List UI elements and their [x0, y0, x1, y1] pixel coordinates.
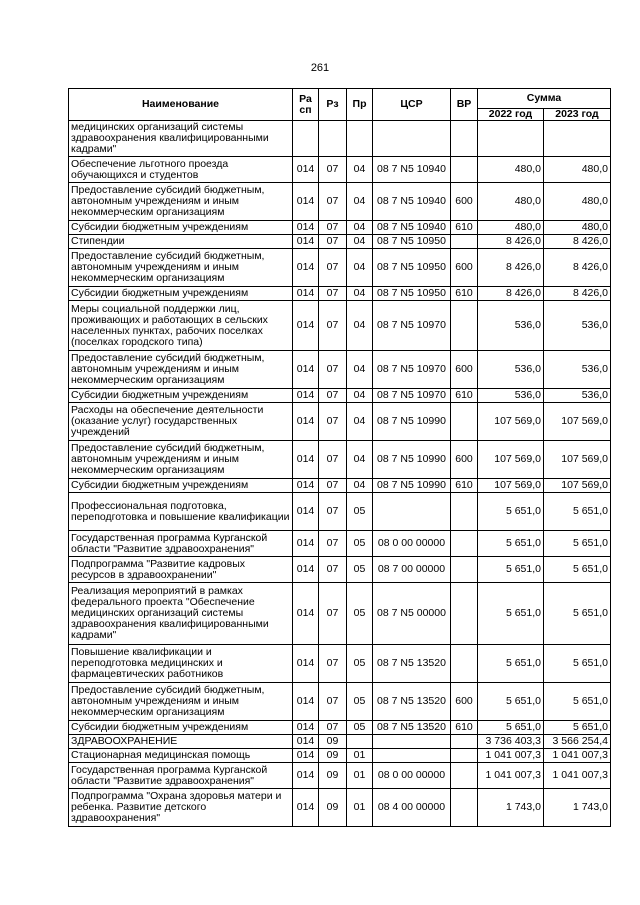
table-row — [69, 789, 611, 827]
cell-sum-2023: 536,0 — [544, 389, 611, 403]
cell-sum-2023: 107 569,0 — [544, 403, 611, 441]
cell-name: Профессиональная подготовка, переподготовка и повышение квалификации — [69, 493, 293, 531]
table-row — [69, 183, 611, 221]
cell-name: Субсидии бюджетным учреждениям — [69, 721, 293, 735]
cell-rz: 07 — [319, 441, 347, 479]
cell-csr: 08 7 N5 13520 — [373, 683, 451, 721]
cell-rasp: 014 — [293, 441, 319, 479]
cell-vr — [451, 789, 478, 827]
cell-sum-2022: 3 736 403,3 — [478, 735, 544, 749]
cell-csr: 08 7 N5 10990 — [373, 403, 451, 441]
cell-vr: 610 — [451, 479, 478, 493]
cell-csr: 08 7 N5 10970 — [373, 301, 451, 351]
table-row — [69, 389, 611, 403]
cell-vr — [451, 403, 478, 441]
cell-sum-2023: 3 566 254,4 — [544, 735, 611, 749]
cell-sum-2022: 5 651,0 — [478, 583, 544, 645]
cell-sum-2023: 107 569,0 — [544, 479, 611, 493]
cell-name: Предоставление субсидий бюджетным, автономным учреждениям и иным некоммерческим организациям — [69, 351, 293, 389]
cell-vr — [451, 301, 478, 351]
cell-rz — [319, 121, 347, 157]
cell-rasp: 014 — [293, 735, 319, 749]
cell-sum-2023: 5 651,0 — [544, 721, 611, 735]
cell-name: Государственная программа Курганской области "Развитие здравоохранения" — [69, 531, 293, 557]
cell-name: Предоставление субсидий бюджетным, автономным учреждениям и иным некоммерческим организациям — [69, 183, 293, 221]
cell-sum-2023: 5 651,0 — [544, 683, 611, 721]
cell-vr — [451, 645, 478, 683]
cell-rasp: 014 — [293, 403, 319, 441]
cell-rasp: 014 — [293, 557, 319, 583]
cell-csr — [373, 121, 451, 157]
cell-rasp: 014 — [293, 789, 319, 827]
cell-pr: 04 — [347, 221, 373, 235]
cell-csr — [373, 749, 451, 763]
cell-vr — [451, 493, 478, 531]
table-row — [69, 121, 611, 157]
cell-sum-2023: 1 743,0 — [544, 789, 611, 827]
cell-rasp: 014 — [293, 221, 319, 235]
cell-pr: 05 — [347, 557, 373, 583]
cell-sum-2023: 1 041 007,3 — [544, 749, 611, 763]
table-row — [69, 287, 611, 301]
cell-csr: 08 0 00 00000 — [373, 763, 451, 789]
cell-csr: 08 7 N5 10990 — [373, 441, 451, 479]
cell-pr — [347, 121, 373, 157]
cell-sum-2023 — [544, 121, 611, 157]
table-row — [69, 301, 611, 351]
table-row — [69, 763, 611, 789]
cell-sum-2022: 480,0 — [478, 221, 544, 235]
cell-rasp: 014 — [293, 683, 319, 721]
cell-name: Предоставление субсидий бюджетным, автономным учреждениям и иным некоммерческим организациям — [69, 441, 293, 479]
table-row — [69, 249, 611, 287]
cell-pr: 05 — [347, 531, 373, 557]
table-row — [69, 749, 611, 763]
cell-rz: 09 — [319, 789, 347, 827]
cell-sum-2023: 480,0 — [544, 157, 611, 183]
cell-pr: 05 — [347, 645, 373, 683]
cell-csr: 08 7 N5 10940 — [373, 157, 451, 183]
table-row — [69, 441, 611, 479]
table-row — [69, 221, 611, 235]
cell-csr: 08 7 N5 13520 — [373, 645, 451, 683]
cell-pr — [347, 735, 373, 749]
cell-csr — [373, 735, 451, 749]
cell-name: Стипендии — [69, 235, 293, 249]
table-row — [69, 683, 611, 721]
cell-rasp: 014 — [293, 763, 319, 789]
header-sum: Сумма — [478, 89, 611, 109]
cell-pr: 04 — [347, 183, 373, 221]
cell-pr: 01 — [347, 763, 373, 789]
cell-name: Предоставление субсидий бюджетным, автономным учреждениям и иным некоммерческим организациям — [69, 683, 293, 721]
cell-rasp: 014 — [293, 479, 319, 493]
cell-name: Государственная программа Курганской области "Развитие здравоохранения" — [69, 763, 293, 789]
cell-pr: 04 — [347, 157, 373, 183]
cell-name: Предоставление субсидий бюджетным, автономным учреждениям и иным некоммерческим организациям — [69, 249, 293, 287]
cell-vr: 610 — [451, 389, 478, 403]
cell-sum-2022: 5 651,0 — [478, 557, 544, 583]
cell-sum-2022: 8 426,0 — [478, 249, 544, 287]
table-row — [69, 531, 611, 557]
cell-name: Подпрограмма "Развитие кадровых ресурсов в здравоохранении" — [69, 557, 293, 583]
cell-csr: 08 7 N5 10990 — [373, 479, 451, 493]
header-rasp: Ра сп — [293, 89, 319, 121]
cell-rz: 07 — [319, 389, 347, 403]
cell-rz: 07 — [319, 183, 347, 221]
cell-csr: 08 7 N5 13520 — [373, 721, 451, 735]
cell-pr: 04 — [347, 351, 373, 389]
cell-vr — [451, 557, 478, 583]
cell-pr: 04 — [347, 249, 373, 287]
cell-csr: 08 7 N5 10970 — [373, 389, 451, 403]
cell-sum-2022 — [478, 121, 544, 157]
cell-vr: 600 — [451, 351, 478, 389]
cell-pr: 04 — [347, 301, 373, 351]
cell-rz: 07 — [319, 683, 347, 721]
cell-rasp: 014 — [293, 531, 319, 557]
cell-rz: 07 — [319, 287, 347, 301]
cell-sum-2023: 8 426,0 — [544, 287, 611, 301]
cell-rz: 07 — [319, 583, 347, 645]
table-row — [69, 645, 611, 683]
cell-vr — [451, 235, 478, 249]
cell-sum-2023: 8 426,0 — [544, 235, 611, 249]
cell-vr: 610 — [451, 287, 478, 301]
header-rz: Рз — [319, 89, 347, 121]
cell-sum-2023: 5 651,0 — [544, 493, 611, 531]
cell-rz: 07 — [319, 301, 347, 351]
cell-rasp — [293, 121, 319, 157]
cell-pr: 05 — [347, 493, 373, 531]
cell-vr: 600 — [451, 183, 478, 221]
cell-vr: 610 — [451, 721, 478, 735]
cell-rasp: 014 — [293, 235, 319, 249]
table-row — [69, 493, 611, 531]
cell-rz: 07 — [319, 235, 347, 249]
cell-sum-2022: 8 426,0 — [478, 287, 544, 301]
cell-rz: 07 — [319, 531, 347, 557]
cell-rz: 07 — [319, 403, 347, 441]
cell-csr: 08 7 N5 10950 — [373, 287, 451, 301]
cell-sum-2023: 5 651,0 — [544, 645, 611, 683]
cell-name: Субсидии бюджетным учреждениям — [69, 389, 293, 403]
cell-pr: 04 — [347, 235, 373, 249]
cell-rasp: 014 — [293, 183, 319, 221]
cell-sum-2023: 5 651,0 — [544, 583, 611, 645]
table-row — [69, 479, 611, 493]
cell-rz: 07 — [319, 221, 347, 235]
cell-vr — [451, 583, 478, 645]
cell-rasp: 014 — [293, 249, 319, 287]
cell-vr: 600 — [451, 249, 478, 287]
cell-csr: 08 7 N5 10970 — [373, 351, 451, 389]
cell-vr: 610 — [451, 221, 478, 235]
cell-sum-2023: 536,0 — [544, 351, 611, 389]
cell-rz: 09 — [319, 749, 347, 763]
cell-csr: 08 7 N5 00000 — [373, 583, 451, 645]
cell-sum-2022: 5 651,0 — [478, 645, 544, 683]
cell-pr: 04 — [347, 389, 373, 403]
cell-rasp: 014 — [293, 749, 319, 763]
header-year-2023: 2023 год — [544, 109, 611, 121]
cell-csr: 08 7 N5 10940 — [373, 221, 451, 235]
cell-rasp: 014 — [293, 301, 319, 351]
cell-csr: 08 0 00 00000 — [373, 531, 451, 557]
cell-vr — [451, 763, 478, 789]
cell-name: Субсидии бюджетным учреждениям — [69, 479, 293, 493]
cell-sum-2022: 480,0 — [478, 183, 544, 221]
cell-pr: 05 — [347, 683, 373, 721]
cell-rz: 07 — [319, 721, 347, 735]
table-row — [69, 557, 611, 583]
cell-sum-2023: 1 041 007,3 — [544, 763, 611, 789]
cell-name: медицинских организаций системы здравоохранения квалифицированными кадрами" — [69, 121, 293, 157]
cell-name: Повышение квалификации и переподготовка медицинских и фармацевтических работников — [69, 645, 293, 683]
cell-name: Реализация мероприятий в рамках федерального проекта "Обеспечение медицинских организаций системы здравоохранения квалифицированными кадрами" — [69, 583, 293, 645]
cell-pr: 04 — [347, 403, 373, 441]
cell-rasp: 014 — [293, 351, 319, 389]
cell-pr: 04 — [347, 287, 373, 301]
table-row — [69, 157, 611, 183]
header-csr: ЦСР — [373, 89, 451, 121]
cell-pr: 01 — [347, 749, 373, 763]
cell-csr: 08 7 N5 10950 — [373, 235, 451, 249]
cell-rasp: 014 — [293, 157, 319, 183]
cell-rz: 07 — [319, 249, 347, 287]
table-row — [69, 351, 611, 389]
cell-csr: 08 7 N5 10950 — [373, 249, 451, 287]
cell-sum-2022: 107 569,0 — [478, 441, 544, 479]
cell-rasp: 014 — [293, 493, 319, 531]
table-row — [69, 721, 611, 735]
cell-vr — [451, 531, 478, 557]
cell-rasp: 014 — [293, 721, 319, 735]
cell-sum-2023: 536,0 — [544, 301, 611, 351]
cell-name: Субсидии бюджетным учреждениям — [69, 221, 293, 235]
cell-vr — [451, 735, 478, 749]
cell-sum-2022: 5 651,0 — [478, 721, 544, 735]
cell-sum-2023: 107 569,0 — [544, 441, 611, 479]
budget-table — [68, 88, 611, 827]
cell-name: Стационарная медицинская помощь — [69, 749, 293, 763]
cell-vr — [451, 749, 478, 763]
header-pr: Пр — [347, 89, 373, 121]
cell-rasp: 014 — [293, 287, 319, 301]
cell-sum-2022: 8 426,0 — [478, 235, 544, 249]
cell-csr: 08 7 N5 10940 — [373, 183, 451, 221]
table-body — [69, 121, 611, 827]
cell-rz: 07 — [319, 157, 347, 183]
cell-pr: 05 — [347, 721, 373, 735]
cell-name: Расходы на обеспечение деятельности (оказание услуг) государственных учреждений — [69, 403, 293, 441]
page-number: 261 — [310, 62, 330, 74]
cell-rz: 07 — [319, 493, 347, 531]
cell-vr — [451, 157, 478, 183]
table-row — [69, 583, 611, 645]
cell-name: ЗДРАВООХРАНЕНИЕ — [69, 735, 293, 749]
cell-sum-2022: 536,0 — [478, 351, 544, 389]
cell-sum-2022: 107 569,0 — [478, 403, 544, 441]
cell-pr: 05 — [347, 583, 373, 645]
table-header — [69, 89, 611, 121]
cell-sum-2022: 5 651,0 — [478, 531, 544, 557]
header-vr: ВР — [451, 89, 478, 121]
cell-vr: 600 — [451, 441, 478, 479]
cell-sum-2022: 536,0 — [478, 389, 544, 403]
cell-rz: 07 — [319, 645, 347, 683]
cell-rz: 07 — [319, 351, 347, 389]
cell-pr: 04 — [347, 479, 373, 493]
cell-vr: 600 — [451, 683, 478, 721]
table-row — [69, 403, 611, 441]
table-row — [69, 735, 611, 749]
cell-rasp: 014 — [293, 645, 319, 683]
cell-sum-2022: 5 651,0 — [478, 493, 544, 531]
cell-rz: 07 — [319, 557, 347, 583]
header-year-2022: 2022 год — [478, 109, 544, 121]
cell-csr — [373, 493, 451, 531]
cell-name: Подпрограмма "Охрана здоровья матери и ребенка. Развитие детского здравоохранения" — [69, 789, 293, 827]
cell-sum-2022: 1 041 007,3 — [478, 763, 544, 789]
cell-pr: 01 — [347, 789, 373, 827]
cell-sum-2023: 480,0 — [544, 221, 611, 235]
cell-sum-2022: 107 569,0 — [478, 479, 544, 493]
cell-rz: 07 — [319, 479, 347, 493]
cell-csr: 08 7 00 00000 — [373, 557, 451, 583]
cell-name: Меры социальной поддержки лиц, проживающих и работающих в сельских населенных пунктах, рабочих поселках (поселках городского типа) — [69, 301, 293, 351]
cell-name: Субсидии бюджетным учреждениям — [69, 287, 293, 301]
table-row — [69, 235, 611, 249]
cell-vr — [451, 121, 478, 157]
cell-rz: 09 — [319, 735, 347, 749]
cell-sum-2023: 8 426,0 — [544, 249, 611, 287]
cell-rasp: 014 — [293, 389, 319, 403]
header-name: Наименование — [69, 89, 293, 121]
cell-sum-2022: 5 651,0 — [478, 683, 544, 721]
cell-sum-2022: 1 041 007,3 — [478, 749, 544, 763]
cell-pr: 04 — [347, 441, 373, 479]
cell-name: Обеспечение льготного проезда обучающихся и студентов — [69, 157, 293, 183]
cell-sum-2022: 1 743,0 — [478, 789, 544, 827]
cell-sum-2023: 5 651,0 — [544, 531, 611, 557]
cell-sum-2023: 5 651,0 — [544, 557, 611, 583]
cell-rz: 09 — [319, 763, 347, 789]
cell-csr: 08 4 00 00000 — [373, 789, 451, 827]
cell-sum-2022: 480,0 — [478, 157, 544, 183]
cell-sum-2023: 480,0 — [544, 183, 611, 221]
cell-rasp: 014 — [293, 583, 319, 645]
cell-sum-2022: 536,0 — [478, 301, 544, 351]
